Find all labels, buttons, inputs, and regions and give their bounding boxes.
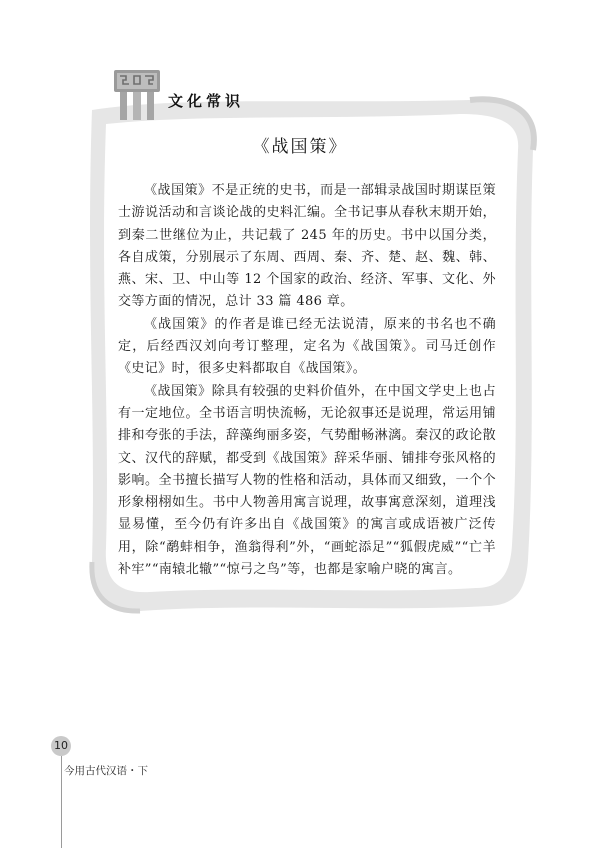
page-number-badge: 10 [51, 736, 71, 756]
article-paragraph: 《战国策》不是正统的史书，而是一部辑录战国时期谋臣策士游说活动和言谈论战的史料汇编。全书记事从春秋末期开始，到秦二世继位为止，共记载了 245 年的历史。书中以国分类，各自成策，分别展示了东周、西周、秦、齐、楚、赵、魏、韩、燕、宋、卫、中山等 12 个国家的政治、经济、军事、文化、外交等方面的情况，总计 33 篇 486 章。 [118, 183, 496, 310]
footer-divider-line [61, 756, 62, 848]
article-title: 《战国策》 [252, 137, 348, 157]
article-paragraph: 《战国策》的作者是谁已经无法说清，原来的书名也不确定，后经西汉刘向考订整理，定名为《战国策》。司马迁创作《史记》时，很多史料都取自《战国策》。 [118, 316, 496, 377]
section-title: 文化常识 [168, 92, 245, 110]
article-body [118, 180, 496, 581]
article-paragraph: 《战国策》除具有较强的史料价值外，在中国文学史上也占有一定地位。全书语言明快流畅，无论叙事还是说理，常运用铺排和夸张的手法，辞藻绚丽多姿，气势酣畅淋漓。秦汉的政论散文、汉代的辞赋，都受到《战国策》辞采华丽、铺排夸张风格的影响。全书擅长描写人物的性格和活动，具体而又细致，一个个形象栩栩如生。书中人物善用寓言说理，故事寓意深刻，道理浅显易懂，至今仍有许多出自《战国策》的寓言或成语被广泛传用，除“鹬蚌相争，渔翁得利”外，“画蛇添足”“狐假虎威”“亡羊补牢”“南辕北辙”“惊弓之鸟”等，也都是家喻户晓的寓言。 [118, 383, 496, 578]
bronze-ding-emblem-icon [112, 66, 162, 122]
book-title: 今用古代汉语・下 [64, 765, 148, 777]
